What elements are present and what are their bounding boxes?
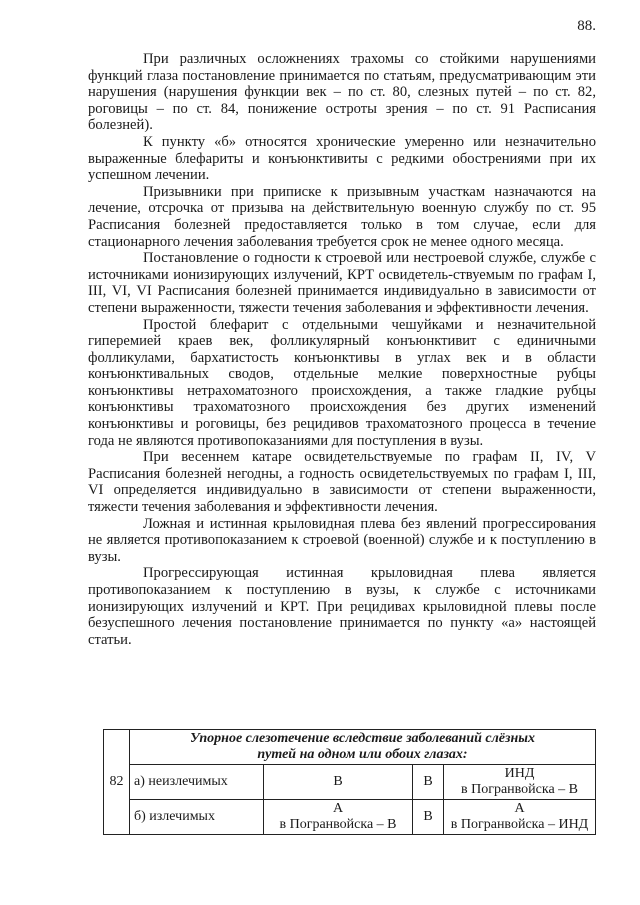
paragraph-trachoma-complications: При различных осложнениях трахомы со стойкими нарушениями функций глаза постановление принимается по статьям, предусматривающим эти нарушения (нарушения функции век – по ст. 80, слезных путей – по ст. 82, роговицы – по ст. 84, понижение остроты зрения – по ст. 91 Расписания болезней). [88, 51, 596, 134]
column-2-cell: В [413, 800, 444, 835]
table-heading-row [104, 730, 596, 765]
column-1-cell [264, 765, 413, 800]
paragraph-conscripts-deferral: Призывники при приписке к призывным участкам назначаются на лечение, отсрочка от призыва на действительную военную службу по ст. 95 Расписания болезней предоставляется только в том случае, если для стационарного лечения заболевания требуется срок не менее одного месяца. [88, 183, 596, 250]
cell-note: в Погранвойска – ИНД [450, 817, 589, 832]
table-heading-line-2: путей на одном или обоих глазах: [257, 747, 468, 762]
table-heading-line-1: Упорное слезотечение вследствие заболеваний слёзных [190, 731, 535, 746]
row-label: б) излечимых [130, 800, 264, 835]
cell-value: А [332, 801, 344, 816]
column-2-cell: В [413, 765, 444, 800]
paragraph-fitness-decision: Постановление о годности к строевой или нестроевой службе, службе с источниками ионизирующих излучений, КРТ освидетель-ствуемым по графам I, III, VI, VI Расписания болезней принимается индивидуально в зависимости от степени выраженности, тяжести течения заболевания и эффективности лечения. [88, 250, 596, 316]
column-1-cell [264, 800, 413, 835]
row-label: а) неизлечимых [130, 765, 264, 800]
paragraph-pterygium-nonprogressive: Ложная и истинная крыловидная плева без явлений прогрессирования не является противопоказанием к строевой (военной) службе и к поступлению в вузы. [88, 515, 596, 565]
table-row [104, 765, 596, 800]
paragraph-spring-catarrh: При весеннем катаре освидетельствуемые по графам II, IV, V Расписания болезней негодны, а годность освидетельствуемых по графам I, III, VI определяется индивидуально в зависимости от степени выраженности, тяжести течения заболевания и эффективности лечения. [88, 449, 596, 516]
cell-value: А [514, 801, 525, 816]
article-82-table [103, 729, 596, 835]
paragraph-point-b: К пункту «б» относятся хронические умеренно или незначительно выраженные блефариты и конъюнктивиты с редкими обострениями при их успешном лечении. [88, 133, 596, 184]
paragraph-simple-blepharitis: Простой блефарит с отдельными чешуйками и незначительной гиперемией краев век, фолликулярный конъюнктивит с единичными фолликулами, бархатистость конъюнктивы в углах век и в области конъюнктивальных сводов, отдельные мелкие поверхностные рубцы конъюнктивы нетрахоматозного происхождения, а также гладкие рубцы конъюнктивы трахоматозного происхождения без других изменений конъюнктивы и роговицы, без рецидивов трахоматозного процесса в течение года не являются противопоказаниями для поступления в вузы. [88, 316, 596, 449]
cell-note: в Погранвойска – В [460, 782, 579, 797]
table-heading [130, 730, 596, 765]
article-number: 82 [104, 730, 130, 835]
cell-value: ИНД [504, 766, 535, 781]
cell-value: В [333, 774, 343, 789]
cell-note: в Погранвойска – В [279, 817, 397, 832]
table-row [104, 800, 596, 835]
body-text [88, 51, 596, 648]
column-3-cell [444, 800, 596, 835]
page-number: 88. [577, 18, 596, 34]
paragraph-pterygium-progressive: Прогрессирующая истинная крыловидная плева является противопоказанием к поступлению в вузы, к службе с источниками ионизирующих излучений и КРТ. При рецидивах крыловидной плевы после безуспешного лечения постановление принимается по пункту «а» настоящей статьи. [88, 565, 596, 648]
column-3-cell [444, 765, 596, 800]
